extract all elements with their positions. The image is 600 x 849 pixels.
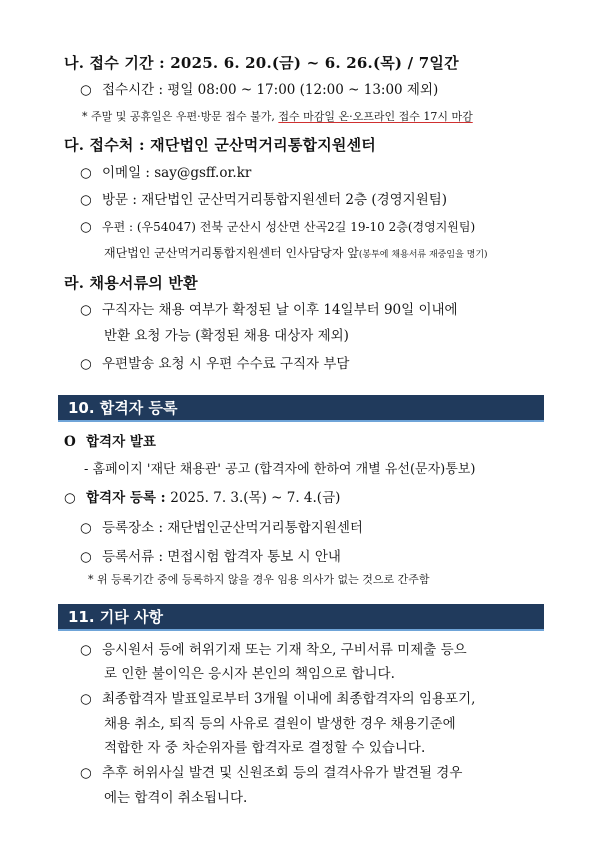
bullet-circle: ○ [80,192,92,208]
misc-item-3 [80,765,462,781]
bullet-circle: ○ [64,490,76,506]
misc-item-2-line3: 적합한 자 중 차순위자를 합격자로 결정할 수 있습니다. [104,740,426,756]
return-item-2-text: 우편발송 요청 시 우편 수수료 구직자 부담 [102,356,350,372]
announce-detail: - 홈페이지 '재단 채용관' 공고 (합격자에 한하여 개별 유선(문자)통보) [84,462,476,477]
return-item-1-line2: 반환 요청 가능 (확정된 채용 대상자 제외) [104,328,349,344]
email-item [80,165,251,181]
mail-recipient [104,246,488,261]
misc-item-1 [80,642,467,658]
reception-note-underlined: 접수 마감일 온·오프라인 접수 17시 마감 [278,110,473,123]
section-da-heading: 다. 접수처 : 재단법인 군산먹거리통합지원센터 [64,136,376,154]
register-docs-text: 등록서류 : 면접시험 합격자 통보 시 안내 [102,549,341,565]
bullet-o: O [64,434,76,450]
register-label: 합격자 등록 : [86,490,171,506]
bullet-circle: ○ [80,549,92,565]
section-10-title: 10. 합격자 등록 [58,395,544,422]
mail-recipient-text: 재단법인 군산먹거리통합지원센터 인사담당자 앞 [104,246,359,260]
return-item-2 [80,356,349,372]
reception-time-text: 접수시간 : 평일 08:00 ~ 17:00 (12:00 ~ 13:00 제외) [102,82,439,98]
section-na-heading: 나. 접수 기간 : 2025. 6. 20.(금) ~ 6. 26.(목) / 7일간 [64,54,459,72]
bullet-circle: ○ [80,165,92,181]
bullet-circle: ○ [80,82,92,98]
section-11-title: 11. 기타 사항 [58,604,544,631]
announce-heading [64,434,156,450]
misc-item-3-line1: 추후 허위사실 발견 및 신원조회 등의 결격사유가 발견될 경우 [102,765,463,781]
misc-item-2-line1: 최종합격자 발표일로부터 3개월 이내에 최종합격자의 임용포기, [102,691,476,707]
bullet-circle: ○ [80,356,92,372]
return-item-1-line1: 구직자는 채용 여부가 확정된 날 이후 14일부터 90일 이내에 [102,302,458,318]
mail-recipient-note: (봉투에 채용서류 재중임을 명기) [358,250,488,260]
misc-item-2 [80,691,475,707]
register-heading [64,490,340,506]
return-item-1 [80,302,458,318]
misc-item-1-line1: 응시원서 등에 허위기재 또는 기재 착오, 구비서류 미제출 등으 [102,642,467,658]
visit-item [80,192,447,208]
bullet-circle: ○ [80,691,92,707]
bullet-circle: ○ [80,302,92,318]
misc-item-2-line2: 채용 취소, 퇴직 등의 사유로 결원이 발생한 경우 채용기준에 [104,716,456,732]
register-date: 2025. 7. 3.(목) ~ 7. 4.(금) [170,490,341,506]
register-place-item [80,520,363,536]
register-place-text: 등록장소 : 재단법인군산먹거리통합지원센터 [102,520,363,536]
announce-heading-text: 합격자 발표 [86,434,156,450]
bullet-circle: ○ [80,765,92,781]
bullet-circle: ○ [80,219,92,235]
reception-note [82,110,473,123]
bullet-circle: ○ [80,642,92,658]
section-ra-heading: 라. 채용서류의 반환 [64,274,198,292]
register-docs-item [80,549,341,565]
email-text: 이메일 : say@gsff.or.kr [102,165,252,181]
register-note: * 위 등록기간 중에 등록하지 않을 경우 임용 의사가 없는 것으로 간주함 [88,573,430,586]
misc-item-3-line2: 에는 합격이 취소됩니다. [104,790,248,806]
reception-time-item [80,82,438,98]
misc-item-1-line2: 로 인한 불이익은 응시자 본인의 책임으로 합니다. [104,666,395,682]
mail-item [80,219,475,235]
visit-text: 방문 : 재단법인 군산먹거리통합지원센터 2층 (경영지원팀) [102,192,448,208]
bullet-circle: ○ [80,520,92,536]
reception-note-text: * 주말 및 공휴일은 우편·방문 접수 불가, [82,110,279,123]
mail-text: 우편 : (우54047) 전북 군산시 성산면 산곡2길 19-10 2층(경영지원팀) [102,220,476,234]
